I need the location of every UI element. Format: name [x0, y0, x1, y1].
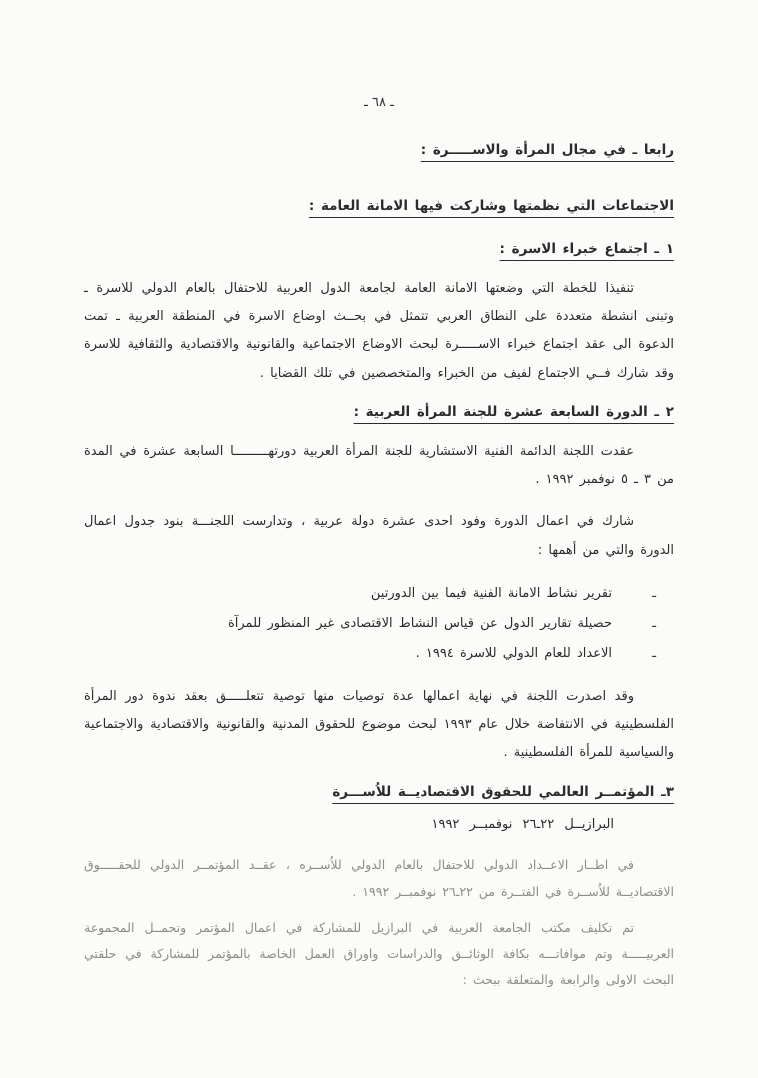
conference-place-date: البرازيــل ٢٢ـ٢٦ نوفمبــر ١٩٩٢ — [431, 817, 614, 833]
list-item — [84, 609, 656, 639]
paragraph: في اطــار الاعــداد الدولي للاحتفال بالعام الدولي للاُســره ، عقــد المؤتمــر الدولي للحقـــــوق الاقتصاديــة للاُســرة في الفتــرة من ٢٢ـ٢٦ نوفمبــر ١٩٩٢ . — [84, 857, 674, 899]
bullet-text: تقرير نشاط الامانة الفنية فيما بين الدورتين — [370, 586, 612, 601]
section-arab-women-committee — [84, 402, 674, 768]
main-heading: رابعا ـ في مجال المرأة والاســـــرة : — [420, 142, 674, 158]
paragraph: تم تكليف مكتب الجامعة العربية في البرازيل للمشاركة في اعمال المؤتمر وتحمــل المجموعة العربيـــــة وتم موافاتـــه بكافة الوثائــق والدراسات واوراق العمل الخاصة بالمؤتمر للمشاركة في حلقتي البحث الاولى والرابعة والمتعلقة ببحث : — [84, 919, 674, 988]
bullet-text: الاعداد للعام الدولي للاسرة ١٩٩٤ . — [415, 645, 612, 661]
sub-heading: الاجتماعات التي نظمتها وشاركت فيها الامانة العامة : — [308, 197, 674, 214]
page-number: ـ ٦٨ ـ — [364, 95, 394, 110]
bullet-dash: ـ — [652, 586, 656, 601]
section-title: ٣ـ المؤتمــر العالمي للحقوق الاقتصاديــة للاُســـرة — [332, 783, 674, 800]
bullet-text: حصيلة تقارير الدول عن قياس النشاط الاقتصادى غير المنظور للمرآة — [227, 615, 612, 631]
section-family-experts-meeting — [84, 239, 674, 388]
section-title: ١ ـ اجتماع خبراء الاسرة : — [499, 241, 674, 258]
paragraph: تنفيذا للخطة التي وضعتها الامانة العامة لجامعة الدول العربية للاحتفال بالعام الدولي للاسرة ـ وتبنى انشطة متعددة على النطاق العربي تتمثل في بحــث اوضاع الاسرة في المنطقة العربية ـ تمت الدعوة الى عقد اجتماع خبراء الاســـــرة لبحث الاوضاع الاجتماعية والقانونية والاقتصادية والثقافية للاسرة وقد شارك فــي الاجتماع لفيف من الخبراء والمتخصصين في تلك القضايا . — [84, 280, 674, 381]
paragraph: شارك في اعمال الدورة وفود احدى عشرة دولة عربية ، وتدارست اللجنـــة بنود جدول اعمال الدورة والتي من أهمها : — [84, 514, 674, 558]
bullet-list — [84, 579, 674, 669]
section-economic-rights-conference — [84, 782, 674, 994]
section-title: ٢ ـ الدورة السابعة عشرة للجنة المرأة العربية : — [353, 404, 674, 421]
bullet-dash: ـ — [652, 615, 656, 631]
list-item — [84, 639, 656, 669]
paragraph: عقدت اللجنة الدائمة الفنية الاستشارية للجنة المرأة العربية دورتهـــــــــا السابعة عشرة في المدة من ٣ ـ ٥ نوفمبر ١٩٩٢ . — [84, 443, 674, 488]
list-item — [84, 579, 656, 609]
bullet-dash: ـ — [652, 645, 656, 661]
faint-scanned-text-block — [84, 852, 674, 993]
paragraph: وقد اصدرت اللجنة في نهاية اعمالها عدة توصيات منها توصية تتعلـــــق بعقد ندوة دور المرأة الفلسطينية في الانتفاضة خلال عام ١٩٩٣ لبحث موضوع للحقوق المدنية والقانونية والاقتصادية والاجتماعية والسياسية للمرأة الفلسطينية . — [84, 688, 674, 761]
